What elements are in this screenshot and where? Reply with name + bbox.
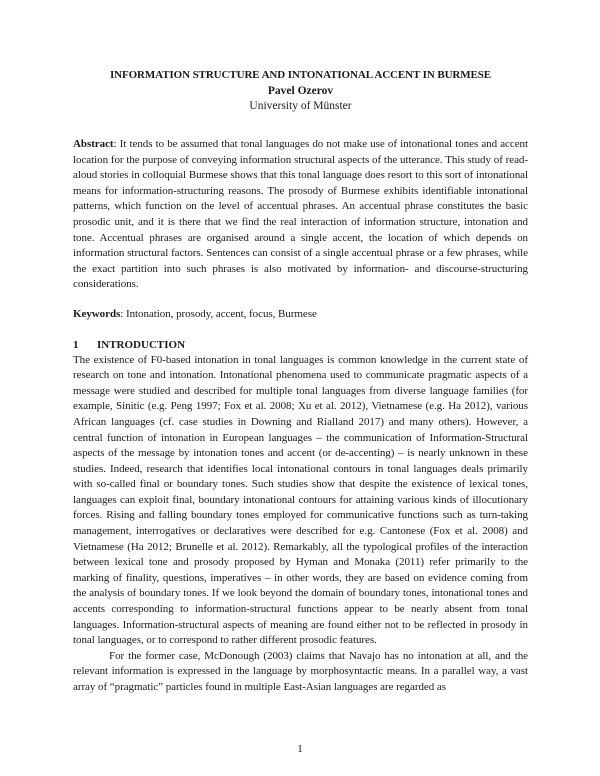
author-affiliation: University of Münster	[249, 100, 352, 112]
page-number: 1	[297, 743, 303, 755]
intro-paragraph-1: The existence of F0-based intonation in tonal languages is common knowledge in the current state of research on tone and intonation. Intonational phenomena used to communicate pragmatic aspects of a message were studied and described for multiple tonal languages from diverse language families (for example, Sinitic (e.g. Peng 1997; Fox et al. 2008; Xu et al. 2012), Vietnamese (e.g. Ha 2012), various African languages (cf. case studies in Downing and Rialland 2017) and many others). However, a central function of intonation in European languages – the communication of Information-Structural aspects of the message by intonation tones and accent (or de-accenting) – is nearly unknown in these studies. Indeed, research that identifies local intonational contours in tonal languages deals primarily with so-called final or boundary tones. Such studies show that despite the existence of lexical tones, languages can exploit final, boundary intonational contours for attaining various kinds of illocutionary forces. Rising and falling boundary tones employed for communicative functions such as turn-taking management, interrogatives or declaratives were described for e.g. Cantonese (Fox et al. 2008) and Vietnamese (Ha 2012; Brunelle et al. 2012). Remarkably, all the typological profiles of the interaction between lexical tone and prosody proposed by Hyman and Monaka (2011) refer primarily to the marking of finality, questions, imperatives – in other words, they are based on evidence coming from the analysis of boundary tones. If we look beyond the domain of boundary tones, intonational tones and accents corresponding to information-structural functions appear to be nearly absent from tonal languages. Information-structural aspects of meaning are found either not to be reflected in prosody in tonal languages, or to correspond to rather different prosodic features.	[73, 353, 528, 647]
abstract-text: : It tends to be assumed that tonal languages do not make use of intonational tones and accent location for the purpose of conveying information structural aspects of the utterance. This study of read-aloud stories in colloquial Burmese shows that this tonal language does resort to this sort of intonational means for information-structuring reasons. The prosody of Burmese exhibits identifiable intonational patterns, which function on the level of accentual phrases. An accentual phrase constitutes the basic prosodic unit, and it is there that we find the real interaction of information structure, intonation and tone. Accentual phrases are organised around a single accent, the location of which depends on information structural factors. Sentences can consist of a single accentual phrase or a few phrases, while the exact partition into such phrases is also motivated by information- and discourse-structuring considerations.	[73, 138, 528, 291]
paper-title: INFORMATION STRUCTURE AND INTONATIONAL ACCENT IN BURMESE	[109, 69, 492, 81]
keywords-text: : Intonation, prosody, accent, focus, Burmese	[120, 307, 317, 320]
abstract-label: Abstract	[73, 138, 114, 150]
section-number: 1	[73, 338, 79, 351]
section-title: INTRODUCTION	[97, 338, 186, 351]
intro-paragraph-2: For the former case, McDonough (2003) claims that Navajo has no intonation at all, and the relevant information is expressed in the language by morphosyntactic means. In a parallel way, a vast array of “pragmatic” particles found in multiple East-Asian languages are regarded as	[73, 649, 528, 693]
keywords-label: Keywords	[73, 307, 121, 320]
section-heading	[73, 338, 528, 353]
author-name: Pavel Ozerov	[267, 85, 334, 97]
abstract	[73, 137, 528, 293]
keywords	[73, 307, 528, 323]
page-content	[73, 68, 528, 696]
